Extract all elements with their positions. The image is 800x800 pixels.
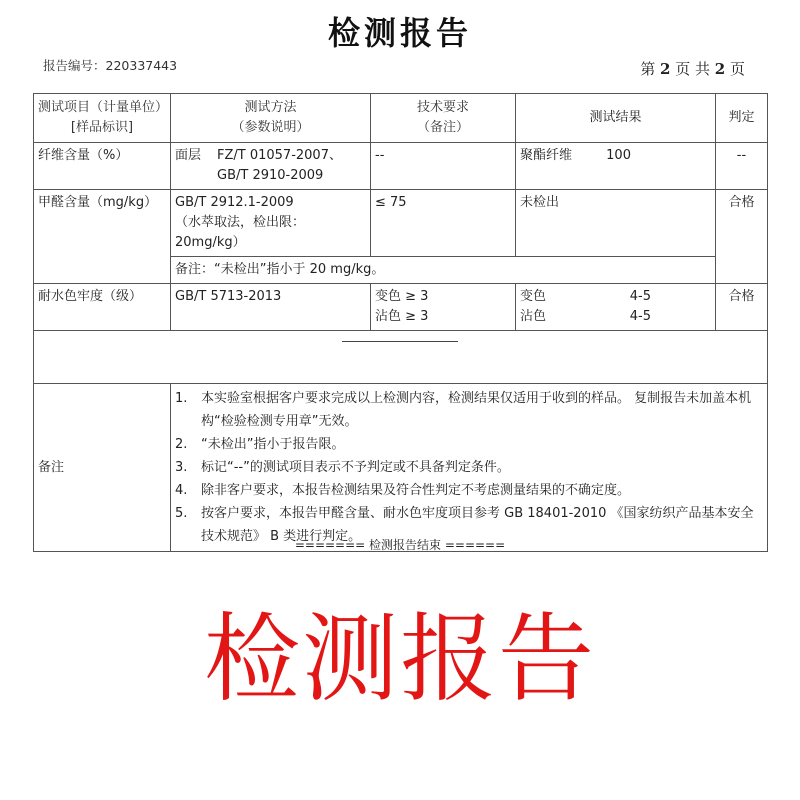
page-prefix: 第 — [640, 60, 656, 78]
header-result: 测试结果 — [516, 94, 716, 143]
note-item: 3. 标记“--”的测试项目表示不予判定或不具备判定条件。 — [175, 460, 510, 475]
notes-cell — [171, 384, 768, 552]
page-current: 2 — [659, 60, 671, 78]
fiber-result — [516, 143, 716, 190]
table-header-row — [34, 94, 768, 143]
report-title: 检测报告 — [327, 14, 472, 52]
note-item: 5. 按客户要求，本报告甲醛含量、耐水色牢度项目参考 GB 18401-2010 《国家纺织产品基本安全技术规范》 B 类进行判定。 — [175, 506, 754, 544]
fiber-method-part: 面层 — [175, 148, 202, 163]
colorfastness-req-2: 沾色 ≥ 3 — [375, 309, 429, 324]
report-table — [33, 93, 768, 552]
formaldehyde-method-note: （水萃取法，检出限：20mg/kg） — [175, 215, 306, 250]
table-row-notes — [34, 384, 768, 552]
formaldehyde-requirement: ≤ 75 — [371, 190, 516, 257]
formaldehyde-method — [171, 190, 371, 257]
page-total: 2 — [714, 60, 726, 78]
colorfastness-res-1-label: 变色 — [520, 289, 547, 304]
colorfastness-result — [516, 284, 716, 331]
note-item: 1. 本实验室根据客户要求完成以上检测内容，检测结果仅适用于收到的样品。 复制报告未加盖本机构“检验检测专用章”无效。 — [175, 391, 752, 429]
red-stamp-text: 检测报告 — [204, 603, 596, 715]
section-divider-line — [342, 341, 458, 342]
colorfastness-result-2 — [520, 307, 711, 327]
formaldehyde-remark: 备注：“未检出”指小于 20 mg/kg。 — [171, 257, 716, 284]
page-suffix: 页 — [729, 60, 745, 78]
colorfastness-item: 耐水色牢度（级） — [34, 284, 171, 331]
notes-list — [175, 387, 763, 548]
fiber-item: 纤维含量（%） — [34, 143, 171, 190]
colorfastness-judgement: 合格 — [716, 284, 768, 331]
fiber-judgement: -- — [716, 143, 768, 190]
table-row-colorfastness — [34, 284, 768, 331]
page-indicator — [640, 58, 745, 79]
colorfastness-res-2-value: 4-5 — [629, 309, 651, 324]
note-item: 2. “未检出”指小于报告限。 — [175, 437, 345, 452]
header-method: 测试方法 （参数说明） — [171, 94, 371, 143]
fiber-method-standard: FZ/T 01057-2007、GB/T 2910-2009 — [217, 148, 342, 183]
note-item: 4. 除非客户要求，本报告检测结果及符合性判定不考虑测量结果的不确定度。 — [175, 483, 631, 498]
header-judgement: 判定 — [716, 94, 768, 143]
colorfastness-res-2-label: 沾色 — [520, 309, 547, 324]
report-number — [43, 56, 177, 74]
fiber-result-label: 聚酯纤维 — [520, 148, 573, 163]
fiber-result-value: 100 — [606, 148, 631, 163]
notes-label: 备注 — [34, 384, 171, 552]
table-row-formaldehyde — [34, 190, 768, 257]
report-number-label: 报告编号： — [43, 58, 106, 73]
colorfastness-result-1 — [520, 287, 711, 307]
header-item: 测试项目（计量单位） [样品标识] — [34, 94, 171, 143]
fiber-requirement: -- — [371, 143, 516, 190]
divider-cell — [34, 331, 768, 384]
header-requirement: 技术要求 （备注） — [371, 94, 516, 143]
table-row-divider — [34, 331, 768, 384]
report-number-value: 220337443 — [105, 58, 178, 73]
colorfastness-method: GB/T 5713-2013 — [171, 284, 371, 331]
table-row-fiber — [34, 143, 768, 190]
formaldehyde-method-standard: GB/T 2912.1-2009 — [175, 195, 294, 210]
page-mid: 页 共 — [675, 60, 710, 78]
formaldehyde-judgement: 合格 — [716, 190, 768, 284]
report-end-marker: ======= 检测报告结束 ====== — [294, 538, 506, 552]
formaldehyde-result: 未检出 — [516, 190, 716, 257]
fiber-method — [171, 143, 371, 190]
colorfastness-res-1-value: 4-5 — [629, 289, 651, 304]
colorfastness-requirement — [371, 284, 516, 331]
colorfastness-req-1: 变色 ≥ 3 — [375, 289, 429, 304]
formaldehyde-item: 甲醛含量（mg/kg） — [34, 190, 171, 284]
